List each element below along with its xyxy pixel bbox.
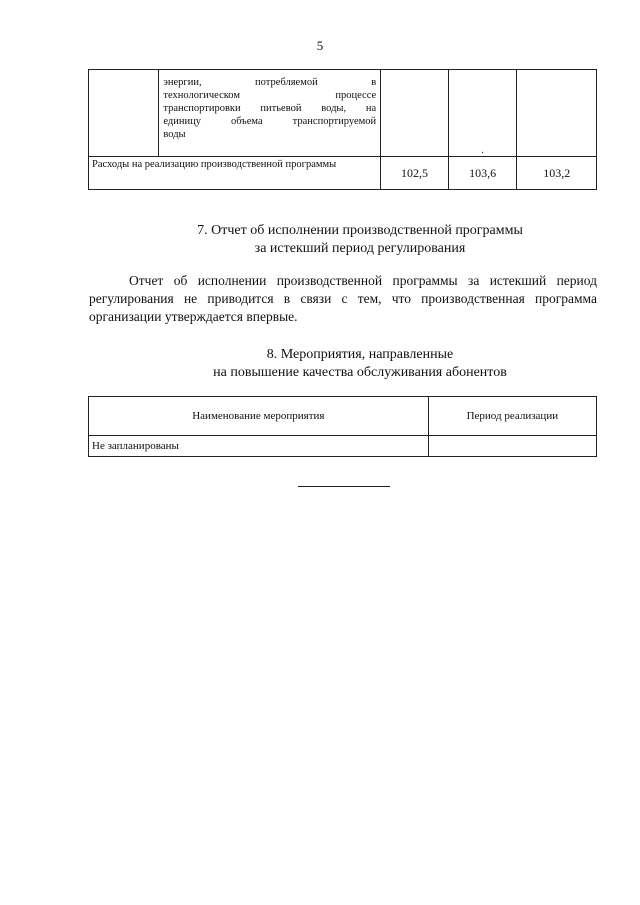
indicator-description [159,70,380,145]
indicator-description-cell [159,70,381,157]
section-7-heading [0,222,640,258]
heading-line: 8. Мероприятия, направленные [266,347,454,362]
indicators-table [88,69,597,190]
period-cell [428,436,596,457]
measures-table [88,396,597,457]
value-cell [517,70,597,157]
value-cell: 102,5 [381,157,449,190]
table-row [89,70,597,157]
end-divider [298,486,390,487]
heading-line: 7. Отчет об исполнении производственной программы [197,223,523,238]
description-line: единицу объема транспортируемой [163,116,377,127]
section-8-heading [0,346,640,382]
table-header-row [89,397,597,436]
value-cell: 103,6 [448,157,517,190]
description-line: энергии, потребляемой в [163,77,377,88]
heading-line: за истекший период регулирования [254,241,466,256]
page-number: 5 [316,38,324,53]
measure-name-cell: Не запланированы [89,436,429,457]
empty-cell [89,70,159,157]
heading-line: на повышение качества обслуживания абонентов [213,365,507,380]
value-cell [448,70,517,157]
description-line: воды [163,129,186,140]
description-line: технологическом процессе [163,90,377,101]
table-row [89,436,597,457]
value-cell [381,70,449,157]
value-cell: 103,2 [517,157,597,190]
table-row [89,157,597,190]
section-7-paragraph: Отчет об исполнении производственной программы за истекший период регулирования не приводится в связи с тем, что производственная программа организации утверждается впервые. [89,273,597,324]
row-label: Расходы на реализацию производственной программы [89,157,381,190]
header-measure-name: Наименование мероприятия [89,397,429,436]
description-line: транспортировки питьевой воды, на [163,103,377,114]
header-period: Период реализации [428,397,596,436]
stray-mark: . [481,145,484,156]
